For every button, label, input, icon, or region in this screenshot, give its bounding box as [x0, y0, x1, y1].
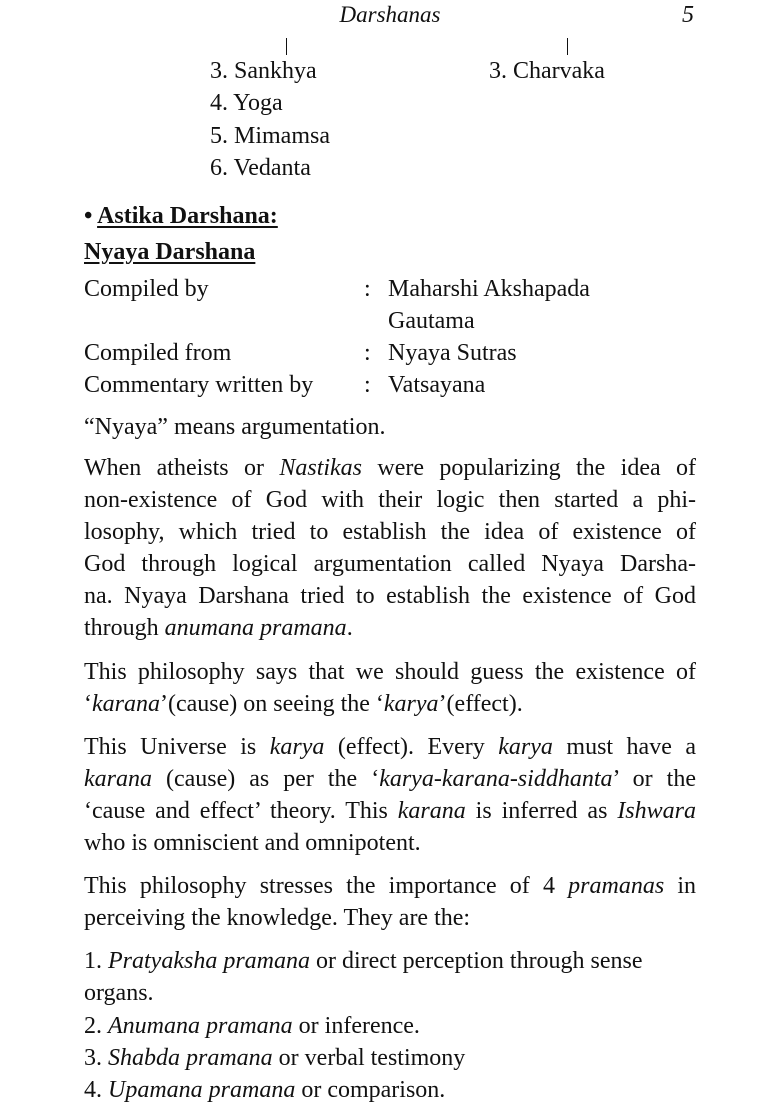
italic-term: karya: [383, 691, 439, 717]
paragraph-line: This philosophy says that we should guess the existence of: [84, 659, 696, 685]
school-list-item: 4. Yoga: [210, 90, 283, 116]
italic-term: karana: [92, 691, 160, 717]
paragraph: [84, 452, 696, 644]
paragraph-line: [84, 452, 696, 484]
page-number: 5: [682, 2, 694, 28]
meta-label: Compiled from: [84, 340, 232, 366]
text-run: or comparison.: [295, 1077, 446, 1103]
meta-colon: :: [364, 276, 371, 302]
school-list-item: 3. Charvaka: [489, 58, 605, 84]
paragraph-line: [84, 763, 696, 795]
text-run: This philosophy stresses the importance of 4: [84, 873, 569, 899]
paragraph-line: [84, 731, 696, 763]
list-number: 3.: [84, 1045, 108, 1071]
list-number: 1.: [84, 948, 108, 974]
running-title: Darshanas: [339, 2, 441, 27]
text-run: When atheists or: [84, 455, 280, 481]
paragraph-line: [84, 612, 696, 644]
italic-term: anumana pramana: [164, 615, 347, 641]
italic-term: Anumana pramana: [108, 1013, 293, 1039]
italic-term: karya: [269, 734, 325, 760]
school-list-item: 3. Sankhya: [210, 58, 317, 84]
meta-colon: :: [364, 372, 371, 398]
section-heading-text: Astika Darshana:: [97, 203, 278, 229]
paragraph-line: who is omniscient and omnipotent.: [84, 830, 421, 856]
pramana-list-item: [84, 1042, 696, 1074]
italic-term: pramanas: [568, 873, 665, 899]
italic-term: karya: [498, 734, 553, 760]
meta-label: Commentary written by: [84, 372, 314, 398]
italic-term: Upamana pramana: [108, 1077, 296, 1103]
list-number: 2.: [84, 1013, 108, 1039]
text-run: or verbal testimony: [272, 1045, 466, 1071]
paragraph: [84, 870, 696, 934]
text-run: .: [346, 615, 353, 641]
list-line: [84, 945, 696, 977]
meta-row: [84, 337, 696, 369]
paragraph-line: losophy, which tried to establish the idea of existence of: [84, 519, 696, 545]
text-run: (effect). Every: [324, 734, 499, 760]
text-run: through: [84, 615, 165, 641]
text-run: in: [664, 873, 696, 899]
paragraph-line: non-existence of God with their logic then started a phi-: [84, 487, 696, 513]
text-run: ‘: [84, 691, 92, 717]
tree-connector-line: [567, 38, 568, 55]
italic-term: karana: [84, 766, 152, 792]
italic-term: karana: [397, 798, 466, 824]
meta-row: [84, 369, 696, 401]
text-run: ’(cause) on seeing the ‘: [160, 691, 384, 717]
meta-value: [388, 273, 688, 337]
meta-label: Compiled by: [84, 276, 209, 302]
paragraph-line: perceiving the knowledge. They are the:: [84, 905, 471, 931]
running-head: [0, 0, 780, 30]
text-run: (cause) as per the ‘: [152, 766, 380, 792]
text-run: This Universe is: [84, 734, 270, 760]
list-line: organs.: [84, 980, 154, 1006]
paragraph: [84, 656, 696, 720]
bullet-icon: •: [84, 203, 93, 229]
pramana-list-item: [84, 1010, 696, 1042]
sub-heading: Nyaya Darshana: [84, 239, 256, 265]
paragraph-line: na. Nyaya Darshana tried to establish the existence of God: [84, 583, 696, 609]
text-run: or direct perception through sense: [309, 948, 643, 974]
text-run: were popularizing the idea of: [362, 455, 696, 481]
paragraph-line: [84, 870, 696, 902]
text-run: is inferred as: [465, 798, 618, 824]
paragraph-line: [84, 688, 696, 720]
list-number: 4.: [84, 1077, 108, 1103]
school-list-item: 5. Mimamsa: [210, 123, 330, 149]
meta-value: Nyaya Sutras: [388, 340, 517, 366]
meta-value: Vatsayana: [388, 372, 486, 398]
italic-term: Ishwara: [617, 798, 696, 824]
text-run: or inference.: [292, 1013, 420, 1039]
paragraph-line: God through logical argumentation called Nyaya Darsha-: [84, 551, 696, 577]
school-list-item: 6. Vedanta: [210, 155, 311, 181]
text-run: ’(effect).: [438, 691, 523, 717]
meta-value-line: Gautama: [388, 308, 475, 334]
italic-term: Shabda pramana: [108, 1045, 273, 1071]
pramana-list-item: [84, 1074, 696, 1106]
italic-term: karya-karana-siddhanta: [379, 766, 613, 792]
paragraph-line: [84, 795, 696, 827]
italic-term: Pratyaksha pramana: [108, 948, 310, 974]
text-run: ‘cause and effect’ theory. This: [84, 798, 398, 824]
tree-connector-line: [286, 38, 287, 55]
italic-term: Nastikas: [279, 455, 363, 481]
meta-value-line: Maharshi Akshapada: [388, 276, 590, 302]
text-run: ’ or the: [612, 766, 696, 792]
text-run: must have a: [552, 734, 696, 760]
section-heading: [84, 200, 278, 232]
paragraph: [84, 731, 696, 859]
meta-row: [84, 273, 696, 334]
pramana-list-item: [84, 945, 696, 1009]
meta-colon: :: [364, 340, 371, 366]
paragraph: [84, 411, 696, 443]
paragraph-text: “Nyaya” means argumentation.: [84, 414, 386, 440]
